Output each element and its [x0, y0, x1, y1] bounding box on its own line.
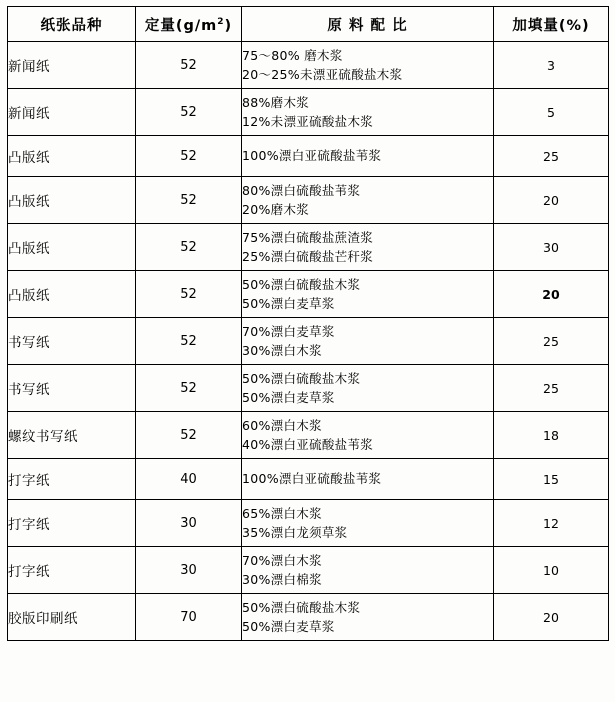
furnish-line: 75%漂白硫酸盐蔗渣浆 — [242, 229, 374, 245]
cell-furnish-composition — [242, 459, 494, 500]
cell-filler-amount: 20 — [494, 271, 609, 318]
cell-paper-kind: 新闻纸 — [8, 89, 136, 136]
cell-paper-kind: 凸版纸 — [8, 177, 136, 224]
cell-furnish-composition — [242, 136, 494, 177]
cell-furnish-composition — [242, 412, 494, 459]
cell-paper-kind: 新闻纸 — [8, 42, 136, 89]
furnish-line: 50%漂白硫酸盐木浆 — [242, 370, 361, 386]
furnish-line: 100%漂白亚硫酸盐苇浆 — [242, 148, 382, 164]
furnish-line: 50%漂白麦草浆 — [242, 296, 335, 311]
table-row — [8, 318, 609, 365]
cell-paper-kind: 胶版印刷纸 — [8, 594, 136, 641]
cell-basis-weight: 30 — [136, 547, 242, 594]
cell-filler-amount: 5 — [494, 89, 609, 136]
cell-basis-weight: 52 — [136, 42, 242, 89]
cell-basis-weight: 52 — [136, 224, 242, 271]
cell-basis-weight: 52 — [136, 365, 242, 412]
cell-filler-amount: 10 — [494, 547, 609, 594]
furnish-line: 50%漂白麦草浆 — [242, 390, 335, 405]
furnish-line: 30%漂白棉浆 — [242, 572, 322, 587]
column-header-weight-prefix: 定量(g/m — [144, 17, 218, 34]
column-header-weight — [136, 7, 242, 42]
furnish-line: 40%漂白亚硫酸盐苇浆 — [242, 437, 374, 452]
cell-paper-kind: 书写纸 — [8, 365, 136, 412]
table-row — [8, 365, 609, 412]
cell-basis-weight: 40 — [136, 459, 242, 500]
cell-furnish-composition — [242, 594, 494, 641]
furnish-line: 70%漂白木浆 — [242, 552, 322, 568]
table-body — [8, 42, 609, 641]
table-header — [8, 7, 609, 42]
cell-basis-weight: 30 — [136, 500, 242, 547]
cell-furnish-composition — [242, 365, 494, 412]
furnish-line: 80%漂白硫酸盐苇浆 — [242, 182, 361, 198]
cell-paper-kind: 凸版纸 — [8, 224, 136, 271]
furnish-line: 100%漂白亚硫酸盐苇浆 — [242, 471, 382, 487]
furnish-line: 20%磨木浆 — [242, 202, 310, 217]
table-row — [8, 271, 609, 318]
table-row — [8, 459, 609, 500]
cell-filler-amount: 25 — [494, 136, 609, 177]
cell-paper-kind: 凸版纸 — [8, 271, 136, 318]
column-header-weight-suffix: ) — [224, 17, 233, 34]
furnish-line: 75～80% 磨木浆 — [242, 47, 343, 63]
furnish-line: 70%漂白麦草浆 — [242, 323, 335, 339]
column-header-kind: 纸张品种 — [8, 7, 136, 42]
table-row — [8, 42, 609, 89]
cell-paper-kind: 打字纸 — [8, 459, 136, 500]
table-header-row — [8, 7, 609, 42]
table-row — [8, 89, 609, 136]
cell-basis-weight: 52 — [136, 177, 242, 224]
cell-basis-weight: 52 — [136, 412, 242, 459]
cell-filler-amount: 25 — [494, 318, 609, 365]
cell-furnish-composition — [242, 271, 494, 318]
cell-basis-weight: 52 — [136, 89, 242, 136]
cell-basis-weight: 52 — [136, 318, 242, 365]
cell-filler-amount: 12 — [494, 500, 609, 547]
furnish-line: 50%漂白硫酸盐木浆 — [242, 599, 361, 615]
cell-furnish-composition — [242, 177, 494, 224]
cell-filler-amount: 30 — [494, 224, 609, 271]
cell-furnish-composition — [242, 89, 494, 136]
column-header-weight-exponent: 2 — [217, 16, 225, 27]
cell-filler-amount: 25 — [494, 365, 609, 412]
cell-filler-amount: 15 — [494, 459, 609, 500]
cell-furnish-composition — [242, 500, 494, 547]
table-row — [8, 224, 609, 271]
cell-paper-kind: 打字纸 — [8, 547, 136, 594]
table-row — [8, 412, 609, 459]
furnish-line: 20～25%未漂亚硫酸盐木浆 — [242, 67, 403, 82]
table-row — [8, 594, 609, 641]
cell-paper-kind: 打字纸 — [8, 500, 136, 547]
cell-basis-weight: 70 — [136, 594, 242, 641]
table-row — [8, 500, 609, 547]
furnish-line: 25%漂白硫酸盐芒秆浆 — [242, 249, 374, 264]
furnish-line: 65%漂白木浆 — [242, 505, 322, 521]
furnish-line: 50%漂白硫酸盐木浆 — [242, 276, 361, 292]
cell-basis-weight: 52 — [136, 136, 242, 177]
cell-filler-amount: 20 — [494, 594, 609, 641]
furnish-line: 35%漂白龙须草浆 — [242, 525, 348, 540]
paper-specification-table — [7, 6, 609, 641]
cell-paper-kind: 螺纹书写纸 — [8, 412, 136, 459]
furnish-line: 50%漂白麦草浆 — [242, 619, 335, 634]
table-row — [8, 547, 609, 594]
cell-paper-kind: 凸版纸 — [8, 136, 136, 177]
column-header-furnish: 原 料 配 比 — [242, 7, 494, 42]
cell-basis-weight: 52 — [136, 271, 242, 318]
furnish-line: 60%漂白木浆 — [242, 417, 322, 433]
cell-furnish-composition — [242, 224, 494, 271]
furnish-line: 12%未漂亚硫酸盐木浆 — [242, 114, 374, 129]
cell-paper-kind: 书写纸 — [8, 318, 136, 365]
cell-furnish-composition — [242, 318, 494, 365]
cell-filler-amount: 3 — [494, 42, 609, 89]
cell-filler-amount: 20 — [494, 177, 609, 224]
cell-filler-amount: 18 — [494, 412, 609, 459]
furnish-line: 30%漂白木浆 — [242, 343, 322, 358]
furnish-line: 88%磨木浆 — [242, 94, 310, 110]
column-header-filler: 加填量(%) — [494, 7, 609, 42]
table-row — [8, 136, 609, 177]
table-row — [8, 177, 609, 224]
cell-furnish-composition — [242, 547, 494, 594]
cell-furnish-composition — [242, 42, 494, 89]
